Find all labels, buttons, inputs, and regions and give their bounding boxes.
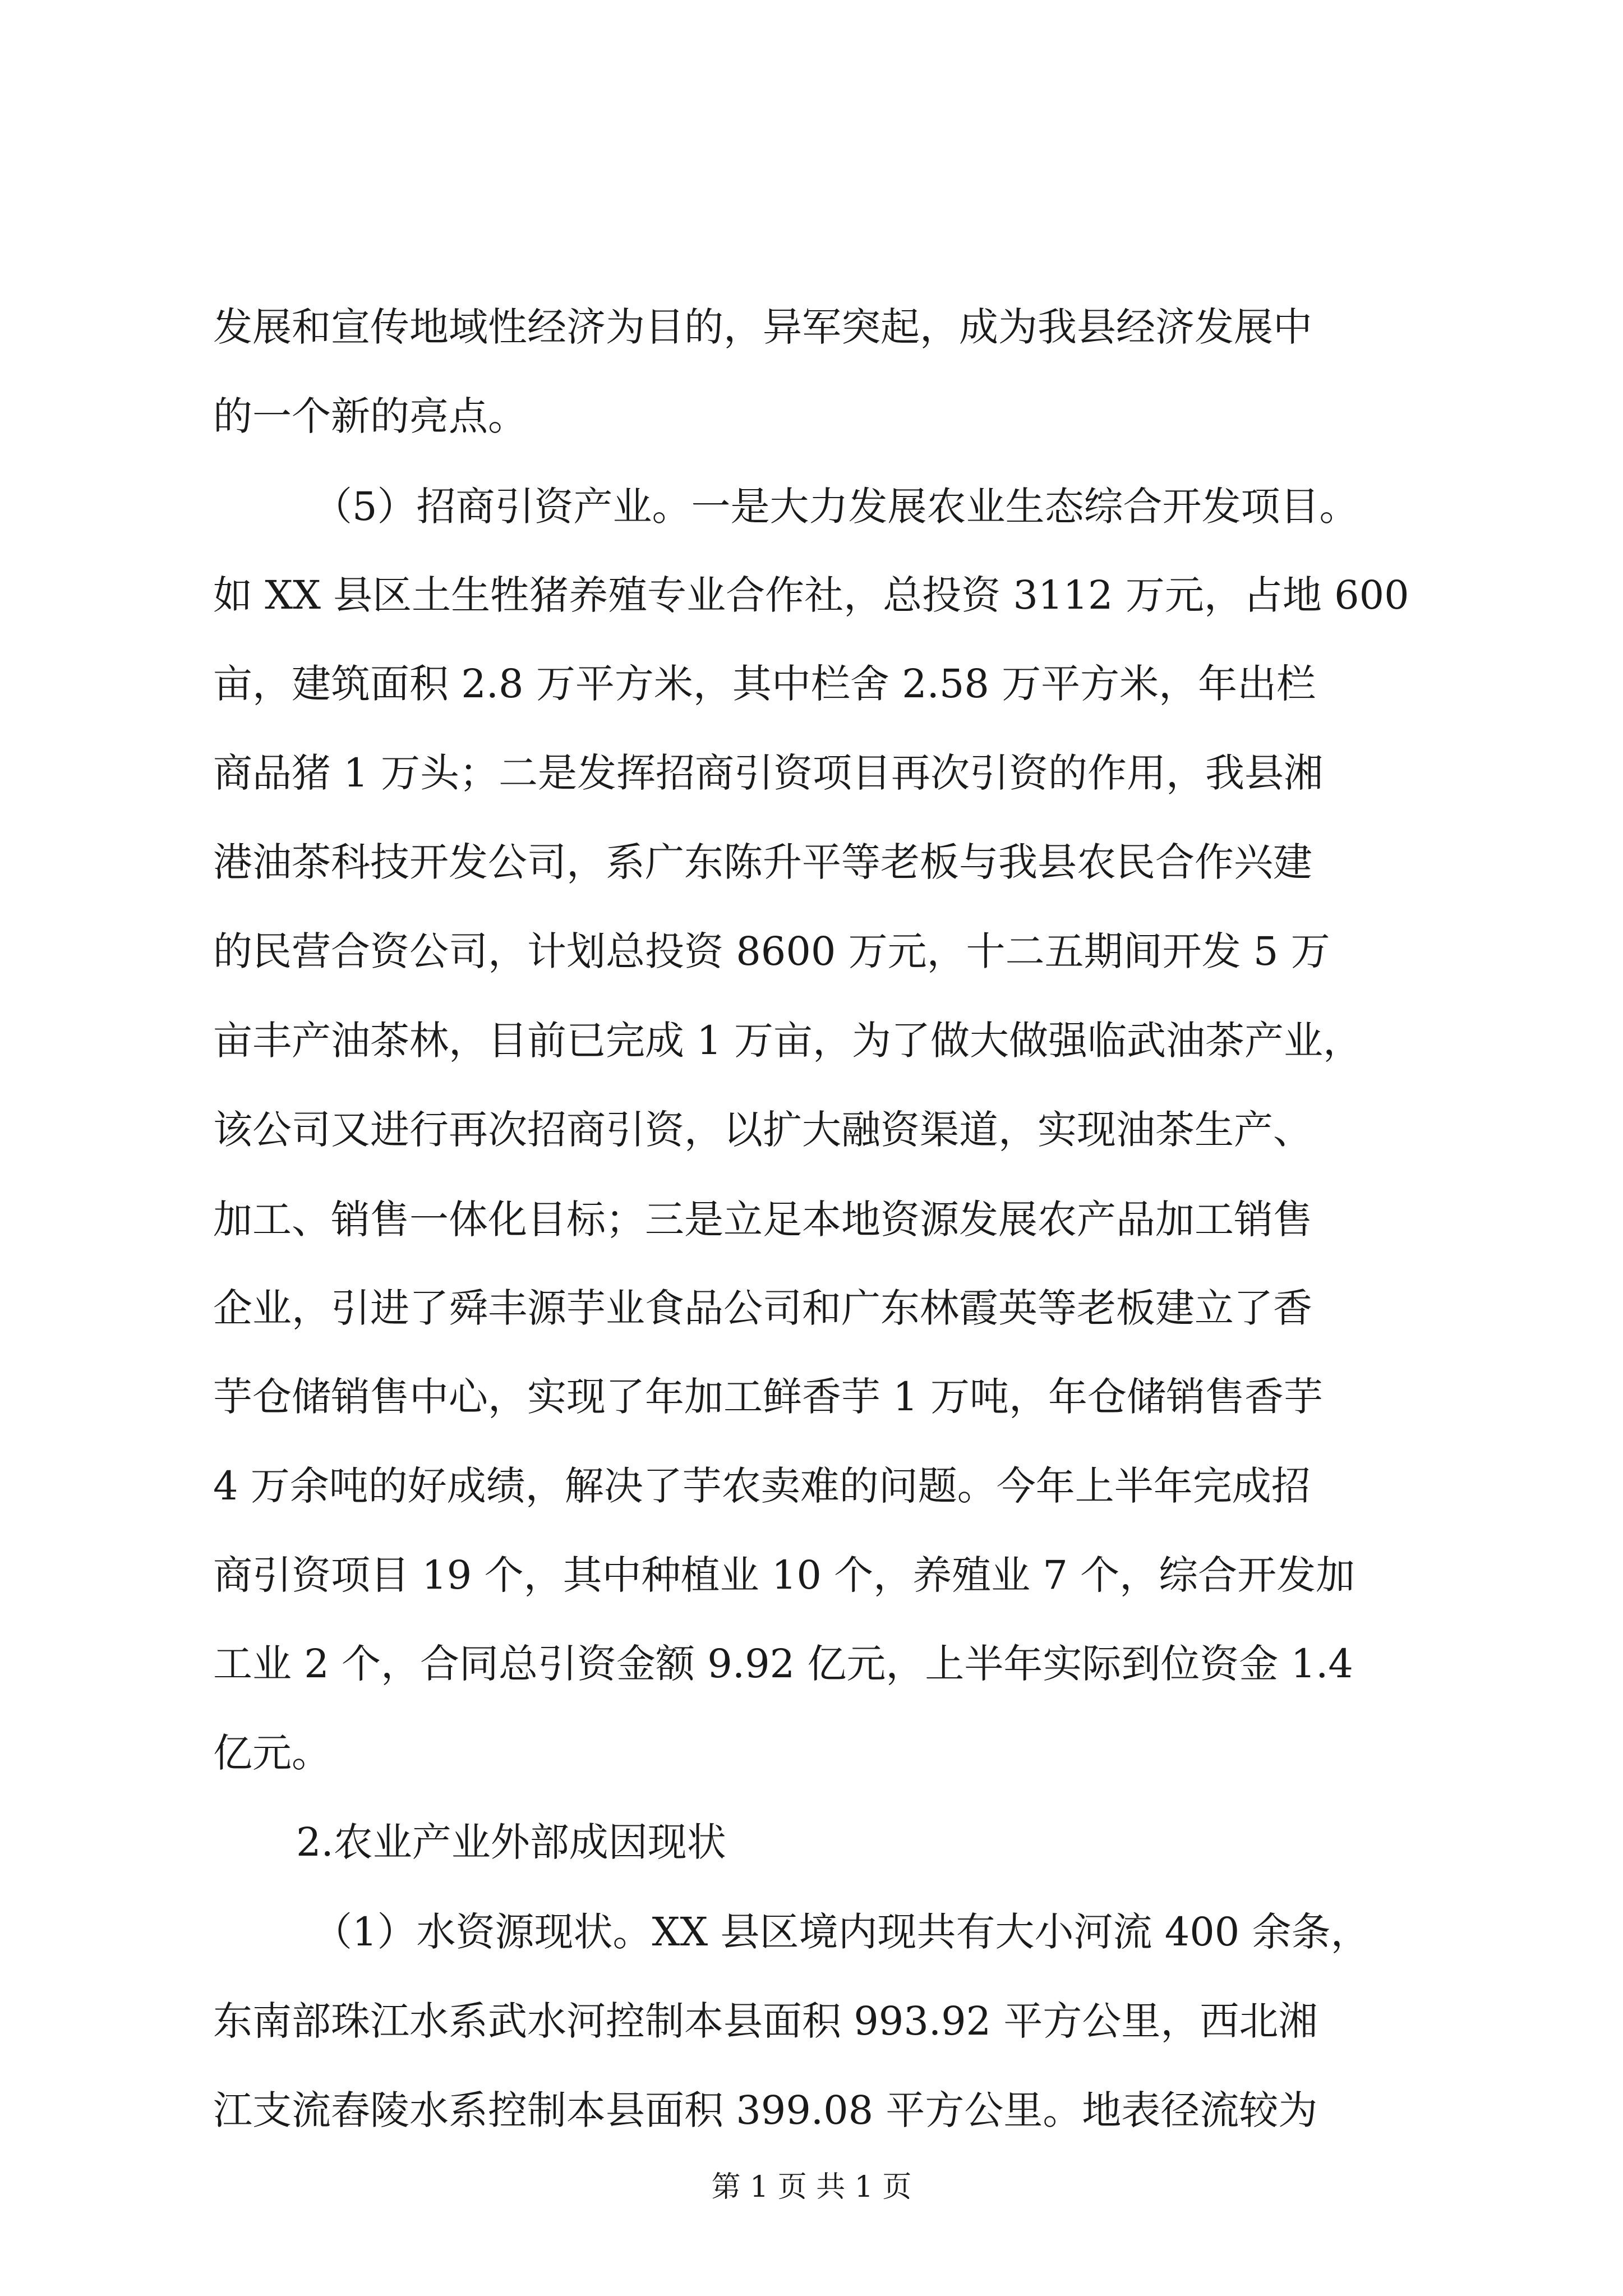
body-text-line: 工业 2 个，合同总引资金额 9.92 亿元，上半年实际到位资金 1.4: [213, 1641, 1353, 1687]
body-text-line: 如 XX 县区土生牲猪养殖专业合作社，总投资 3112 万元，占地 600: [213, 572, 1409, 618]
body-text-line: 的一个新的亮点。: [213, 393, 527, 439]
section-heading: 2.农业产业外部成因现状: [296, 1819, 726, 1865]
body-text-line: 4 万余吨的好成绩，解决了芋农卖难的问题。今年上半年完成招: [213, 1463, 1311, 1509]
body-text-line: 商品猪 1 万头；二是发挥招商引资项目再次引资的作用，我县湘: [213, 750, 1324, 796]
body-text-line: 江支流舂陵水系控制本县面积 399.08 平方公里。地表径流较为: [213, 2087, 1318, 2133]
body-text-line: 东南部珠江水系武水河控制本县面积 993.92 平方公里，西北湘: [213, 1998, 1318, 2044]
body-text-line: 亩丰产油茶林，目前已完成 1 万亩，为了做大做强临武油茶产业，: [213, 1018, 1363, 1064]
body-text-line: 加工、销售一体化目标；三是立足本地资源发展农产品加工销售: [213, 1197, 1312, 1243]
body-text-line: 芋仓储销售中心，实现了年加工鲜香芋 1 万吨，年仓储销售香芋: [213, 1374, 1324, 1420]
body-text-line: 亿元。: [213, 1730, 331, 1776]
body-text-line: 企业，引进了舜丰源芋业食品公司和广东林霞英等老板建立了香: [213, 1285, 1312, 1331]
body-text-line: 亩，建筑面积 2.8 万平方米，其中栏舍 2.58 万平方米，年出栏: [213, 661, 1316, 707]
paragraph-start-line: （5）招商引资产业。一是大力发展农业生态综合开发项目。: [313, 484, 1359, 530]
body-text-line: 该公司又进行再次招商引资，以扩大融资渠道，实现油茶生产、: [213, 1107, 1312, 1153]
body-text-line: 商引资项目 19 个，其中种植业 10 个，养殖业 7 个，综合开发加: [213, 1552, 1355, 1598]
body-text-line: 的民营合资公司，计划总投资 8600 万元，十二五期间开发 5 万: [213, 928, 1330, 974]
body-text-line: 发展和宣传地域性经济为目的，异军突起，成为我县经济发展中: [213, 304, 1312, 350]
body-text-line: 港油茶科技开发公司，系广东陈升平等老板与我县农民合作兴建: [213, 839, 1312, 885]
page-footer: 第 1 页 共 1 页: [711, 2170, 912, 2204]
paragraph-start-line: （1）水资源现状。XX 县区境内现共有大小河流 400 余条，: [313, 1909, 1370, 1955]
